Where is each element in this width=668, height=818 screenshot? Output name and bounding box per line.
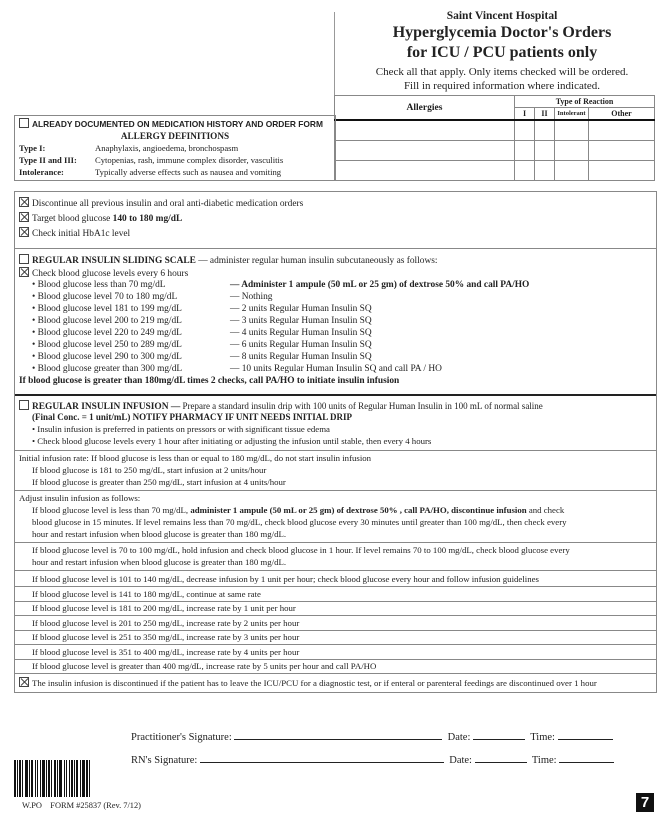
divider	[15, 450, 656, 451]
order-discontinue-previous[interactable]: Discontinue all previous insulin and oral anti-diabetic medication orders	[19, 197, 303, 209]
sliding-scale-option[interactable]: REGULAR INSULIN SLIDING SCALE — administer regular human insulin subcutaneously as follows:	[19, 254, 437, 266]
checkbox-checked[interactable]	[19, 227, 29, 237]
adjust-low-line: hour and restart infusion when blood glucose is greater than 180 mg/dL.	[32, 529, 287, 539]
adjust-rate-row: If blood glucose level is 181 to 200 mg/dL, increase rate by 1 unit per hour	[32, 603, 296, 613]
type-i-header: I	[515, 108, 535, 121]
other-field[interactable]	[589, 161, 655, 181]
checkbox[interactable]	[19, 254, 29, 264]
barcode-bar	[71, 760, 73, 797]
divider	[15, 630, 656, 631]
allergy-definitions	[14, 115, 336, 181]
barcode-bar	[66, 760, 67, 797]
rn-time-field[interactable]	[559, 752, 614, 763]
barcode-bar	[69, 760, 70, 797]
checkbox-checked[interactable]	[19, 677, 29, 687]
type-i-field[interactable]	[515, 161, 535, 181]
adjust-hold-line: hour and restart infusion when blood glucose is greater than 180 mg/dL.	[32, 557, 287, 567]
initial-rate-line: If blood glucose is greater than 250 mg/dL, start infusion at 4 units/hour	[32, 477, 286, 487]
other-header: Other	[589, 108, 655, 121]
barcode-bar	[14, 760, 16, 797]
barcode-bar	[57, 760, 58, 797]
glucose-range: • Blood glucose level 181 to 199 mg/dL	[32, 304, 182, 314]
divider	[15, 659, 656, 660]
allergy-row	[335, 120, 655, 141]
sliding-scale-row	[32, 292, 272, 302]
practitioner-date-field[interactable]	[473, 729, 525, 740]
other-field[interactable]	[589, 120, 655, 141]
barcode-bar	[51, 760, 52, 797]
adjust-hold-line: If blood glucose level is 70 to 100 mg/dL, hold infusion and check blood glucose in 1 hour. If level remains 70 to 100 mg/dL, check blood glucose every	[32, 545, 570, 555]
insulin-action: — 10 units Regular Human Insulin SQ and call PA / HO	[230, 364, 442, 374]
checkbox-checked[interactable]	[19, 212, 29, 222]
type-ii-header: II	[535, 108, 555, 121]
reaction-type-header: Type of Reaction	[515, 96, 655, 108]
infusion-final-conc: (Final Conc. = 1 unit/mL) NOTIFY PHARMACY IF UNIT NEEDS INITIAL DRIP	[32, 412, 352, 422]
barcode	[14, 760, 118, 797]
form-subtitle: for ICU / PCU patients only	[406, 44, 598, 61]
page-number-badge: 7	[636, 793, 654, 812]
sliding-scale-footer: If blood glucose is greater than 180mg/dL times 2 checks, call PA/HO to initiate insulin infusion	[19, 376, 400, 386]
definition-row: Intolerance: Typically adverse effects such as nausea and vomiting	[19, 167, 282, 177]
allergy-name-field[interactable]	[335, 141, 515, 161]
insulin-action: — 4 units Regular Human Insulin SQ	[230, 328, 372, 338]
adjust-rate-row: If blood glucose level is 101 to 140 mg/dL, decrease infusion by 1 unit per hour; check blood glucose every hour and follow infusion guidelines	[32, 574, 539, 584]
barcode-bar	[37, 760, 38, 797]
insulin-action: — 2 units Regular Human Insulin SQ	[230, 304, 372, 314]
divider	[15, 490, 656, 491]
order-target-glucose[interactable]: Target blood glucose 140 to 180 mg/dL	[19, 212, 182, 224]
barcode-bar	[35, 760, 36, 797]
type-i-field[interactable]	[515, 141, 535, 161]
intolerant-header: Intolerant	[555, 108, 589, 121]
barcode-bar	[25, 760, 28, 797]
infusion-bullet: • Check blood glucose levels every 1 hour after initiating or adjusting the infusion until stable, then every 4 hours	[32, 436, 432, 446]
infusion-option[interactable]: REGULAR INSULIN INFUSION — Prepare a standard insulin drip with 100 units of Regular Human Insulin in 100 mL of normal saline	[19, 400, 543, 412]
barcode-bar	[17, 760, 18, 797]
intolerant-field[interactable]	[555, 120, 589, 141]
type-ii-field[interactable]	[535, 120, 555, 141]
allergy-name-field[interactable]	[335, 161, 515, 181]
orders-form	[14, 191, 657, 693]
check-every-6-hours-option[interactable]: Check blood glucose levels every 6 hours	[19, 267, 188, 279]
instruction-2: Fill in required information where indicated.	[403, 80, 601, 92]
barcode-bar	[40, 760, 41, 797]
glucose-range: • Blood glucose level 250 to 289 mg/dL	[32, 340, 182, 350]
intolerant-field[interactable]	[555, 141, 589, 161]
glucose-range: • Blood glucose greater than 300 mg/dL	[32, 364, 183, 374]
barcode-bar	[74, 760, 75, 797]
barcode-bar	[89, 760, 90, 797]
insulin-action: — 8 units Regular Human Insulin SQ	[230, 352, 372, 362]
glucose-range: • Blood glucose level 220 to 249 mg/dL	[32, 328, 182, 338]
instruction-1: Check all that apply. Only items checked will be ordered.	[375, 66, 629, 78]
insulin-action: — 6 units Regular Human Insulin SQ	[230, 340, 372, 350]
checkbox[interactable]	[19, 118, 29, 128]
type-i-field[interactable]	[515, 120, 535, 141]
discontinue-infusion-option[interactable]: The insulin infusion is discontinued if the patient has to leave the ICU/PCU for a diagnostic test, or if enteral or parenteral feedings are discontinued over 1 hour	[19, 677, 597, 688]
glucose-range: • Blood glucose level 200 to 219 mg/dL	[32, 316, 182, 326]
allergy-table	[334, 95, 655, 181]
checkbox-checked[interactable]	[19, 267, 29, 277]
adjust-rate-row: If blood glucose level is greater than 400 mg/dL, increase rate by 5 units per hour and call PA/HO	[32, 661, 377, 671]
barcode-bar	[31, 760, 33, 797]
allergy-name-field[interactable]	[335, 120, 515, 141]
barcode-bar	[29, 760, 30, 797]
header-divider	[334, 12, 335, 97]
divider	[15, 570, 656, 571]
barcode-bar	[19, 760, 21, 797]
divider	[15, 615, 656, 616]
form-number: W.PO FORM #25837 (Rev. 7/12)	[22, 801, 141, 810]
allergy-row	[335, 161, 655, 181]
barcode-bar	[86, 760, 88, 797]
allergy-definitions-title: ALLERGY DEFINITIONS	[120, 131, 230, 141]
barcode-bar	[64, 760, 65, 797]
sliding-scale-row	[32, 304, 372, 314]
divider	[15, 673, 656, 674]
barcode-bar	[46, 760, 47, 797]
divider-thick	[15, 394, 656, 396]
form-title: Hyperglycemia Doctor's Orders	[392, 24, 612, 41]
insulin-action: — 3 units Regular Human Insulin SQ	[230, 316, 372, 326]
sliding-scale-row	[32, 328, 372, 338]
glucose-range: • Blood glucose level 70 to 180 mg/dL	[32, 292, 178, 302]
sliding-scale-row	[32, 340, 372, 350]
practitioner-signature-row: Practitioner's Signature: Date: Time:	[131, 729, 613, 743]
rn-signature-field[interactable]	[200, 752, 444, 763]
insulin-action: — Nothing	[230, 292, 273, 302]
initial-rate-line: Initial infusion rate: If blood glucose is less than or equal to 180 mg/dL, do not start insulin infusion	[19, 453, 372, 463]
definition-row: Type I: Anaphylaxis, angioedema, bronchospasm	[19, 143, 239, 153]
definition-row: Type II and III: Cytopenias, rash, immune complex disorder, vasculitis	[19, 155, 284, 165]
intolerant-field[interactable]	[555, 161, 589, 181]
insulin-action: — Administer 1 ampule (50 mL or 25 gm) of dextrose 50% and call PA/HO	[230, 280, 530, 290]
other-field[interactable]	[589, 141, 655, 161]
adjust-rate-row: If blood glucose level is 351 to 400 mg/dL, increase rate by 4 units per hour	[32, 646, 300, 657]
sliding-scale-row	[32, 352, 372, 362]
barcode-bar	[82, 760, 85, 797]
barcode-bar	[48, 760, 50, 797]
rn-date-field[interactable]	[475, 752, 527, 763]
barcode-bar	[76, 760, 78, 797]
order-check-hba1c[interactable]: Check initial HbA1c level	[19, 227, 130, 239]
allergies-header: Allergies	[335, 96, 515, 121]
glucose-range: • Blood glucose less than 70 mg/dL	[32, 280, 166, 290]
infusion-bullet: • Insulin infusion is preferred in patients on pressors or with significant tissue edema	[32, 424, 330, 434]
adjust-low-line: If blood glucose level is less than 70 mg/dL, administer 1 ampule (50 mL or 25 gm) of dextrose 50% , call PA/HO, discontinue infusion and check	[32, 505, 565, 515]
sliding-scale-row	[32, 364, 442, 374]
glucose-range: • Blood glucose level 290 to 300 mg/dL	[32, 352, 182, 362]
type-ii-field[interactable]	[535, 141, 555, 161]
already-documented-option[interactable]: ALREADY DOCUMENTED ON MEDICATION HISTORY AND ORDER FORM	[19, 118, 323, 129]
adjust-rate-row: If blood glucose level is 141 to 180 mg/dL, continue at same rate	[32, 588, 261, 599]
adjust-rate-row: If blood glucose level is 251 to 350 mg/dL, increase rate by 3 units per hour	[32, 632, 300, 642]
divider	[15, 248, 656, 249]
divider	[15, 644, 656, 645]
practitioner-time-field[interactable]	[558, 729, 613, 740]
checkbox[interactable]	[19, 400, 29, 410]
barcode-bar	[54, 760, 56, 797]
barcode-bar	[42, 760, 45, 797]
barcode-bar	[80, 760, 81, 797]
initial-rate-line: If blood glucose is 181 to 250 mg/dL, start infusion at 2 units/hour	[32, 465, 267, 475]
divider	[15, 586, 656, 587]
type-ii-field[interactable]	[535, 161, 555, 181]
adjust-heading: Adjust insulin infusion as follows:	[19, 493, 141, 503]
hospital-name: Saint Vincent Hospital	[446, 10, 558, 22]
rn-signature-row: RN's Signature: Date: Time:	[131, 752, 614, 766]
sliding-scale-row	[32, 280, 529, 290]
adjust-rate-row: If blood glucose level is 201 to 250 mg/dL, increase rate by 2 units per hour	[32, 617, 300, 628]
adjust-low-line: blood glucose in 15 minutes. If level remains less than 70 mg/dL, check blood glucose every 30 minutes until greater than 100 mg/dL, then check every	[32, 517, 567, 527]
checkbox-checked[interactable]	[19, 197, 29, 207]
practitioner-signature-field[interactable]	[234, 729, 442, 740]
divider	[15, 601, 656, 602]
allergy-row	[335, 141, 655, 161]
sliding-scale-row	[32, 316, 372, 326]
barcode-bar	[59, 760, 62, 797]
divider	[15, 542, 656, 543]
barcode-bar	[22, 760, 23, 797]
